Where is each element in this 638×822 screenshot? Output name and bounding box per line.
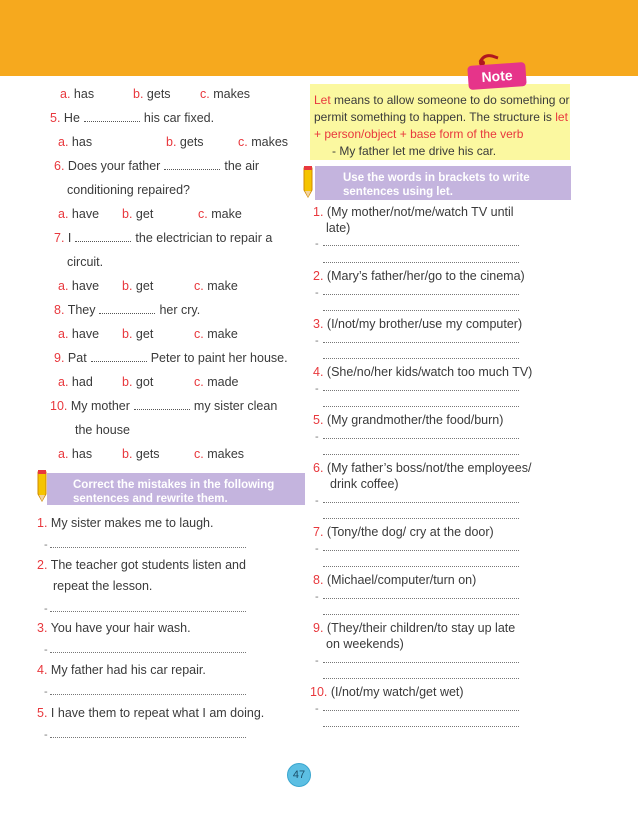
dash: - bbox=[315, 335, 319, 347]
answer-line[interactable] bbox=[323, 678, 519, 679]
answer-line[interactable] bbox=[323, 310, 519, 311]
dash: - bbox=[44, 644, 48, 656]
dash: - bbox=[315, 383, 319, 395]
dash: - bbox=[315, 238, 319, 250]
s5-item-9-cont: on weekends) bbox=[326, 637, 404, 651]
question-10-cont: the house bbox=[75, 423, 130, 437]
dash: - bbox=[44, 686, 48, 698]
question-8: 8. They her cry. bbox=[54, 303, 201, 317]
top-banner bbox=[0, 0, 638, 76]
question-9: 9. Pat Peter to paint her house. bbox=[54, 351, 288, 365]
question-6-cont: conditioning repaired? bbox=[67, 183, 191, 197]
answer-option: a. has bbox=[58, 447, 93, 461]
question-6: 6. Does your father the air bbox=[54, 159, 260, 173]
blank[interactable] bbox=[99, 304, 155, 314]
answer-line[interactable] bbox=[50, 611, 246, 612]
note-tag: Note bbox=[467, 62, 527, 90]
answer-option: c. makes bbox=[200, 87, 251, 101]
dash: - bbox=[44, 539, 48, 551]
question-10: 10. My mother my sister clean bbox=[50, 399, 278, 413]
answer-option: a. had bbox=[58, 375, 93, 389]
answer-option: c. made bbox=[194, 375, 239, 389]
s5-item-1-cont: late) bbox=[326, 221, 351, 235]
answer-line[interactable] bbox=[50, 737, 246, 738]
answer-line[interactable] bbox=[50, 694, 246, 695]
answer-line[interactable] bbox=[50, 652, 246, 653]
dash: - bbox=[315, 495, 319, 507]
s5-item-3: 3. (I/not/my brother/use my computer) bbox=[313, 317, 523, 331]
answer-option: b. gets bbox=[133, 87, 171, 101]
s5-item-5: 5. (My grandmother/the food/burn) bbox=[313, 413, 504, 427]
dash: - bbox=[315, 287, 319, 299]
s4-item-3: 3. You have your hair wash. bbox=[37, 621, 191, 635]
answer-line[interactable] bbox=[323, 342, 519, 343]
answer-line[interactable] bbox=[323, 438, 519, 439]
answer-option: c. make bbox=[198, 207, 242, 221]
s5-item-6-cont: drink coffee) bbox=[330, 477, 399, 491]
answer-option: a. has bbox=[58, 135, 93, 149]
s5-item-6: 6. (My father’s boss/not/the employees/ bbox=[313, 461, 532, 475]
s5-item-7: 7. (Tony/the dog/ cry at the door) bbox=[313, 525, 494, 539]
s5-item-10: 10. (I/not/my watch/get wet) bbox=[310, 685, 464, 699]
note-text: Let means to allow someone to do something or permit something to happen. The structure is let + person/object + base form of the verb - My father let me drive his car. bbox=[314, 93, 570, 158]
answer-option: b. get bbox=[122, 279, 154, 293]
dash: - bbox=[315, 431, 319, 443]
s5-item-4: 4. (She/no/her kids/watch too much TV) bbox=[313, 365, 533, 379]
dash: - bbox=[315, 543, 319, 555]
question-7-cont: circuit. bbox=[67, 255, 104, 269]
page-number: 47 bbox=[287, 763, 311, 787]
s5-item-1: 1. (My mother/not/me/watch TV until bbox=[313, 205, 514, 219]
blank[interactable] bbox=[84, 112, 140, 122]
blank[interactable] bbox=[134, 400, 190, 410]
blank[interactable] bbox=[75, 232, 131, 242]
section-4-header bbox=[47, 473, 305, 505]
section-4-title-line1: Correct the mistakes in the following bbox=[73, 479, 275, 491]
section-5-header bbox=[315, 166, 571, 200]
answer-option: c. make bbox=[194, 279, 238, 293]
answer-line[interactable] bbox=[323, 390, 519, 391]
s4-item-2-cont: repeat the lesson. bbox=[53, 579, 153, 593]
section-4-title-line2: sentences and rewrite them. bbox=[73, 493, 228, 505]
answer-option: a. have bbox=[58, 207, 100, 221]
answer-option: b. gets bbox=[122, 447, 160, 461]
s4-item-2: 2. The teacher got students listen and bbox=[37, 558, 246, 572]
s5-item-9: 9. (They/their children/to stay up late bbox=[313, 621, 516, 635]
question-7: 7. I the electrician to repair a bbox=[54, 231, 273, 245]
answer-line[interactable] bbox=[323, 262, 519, 263]
answer-line[interactable] bbox=[323, 566, 519, 567]
dash: - bbox=[315, 703, 319, 715]
answer-option: a. have bbox=[58, 279, 100, 293]
answer-option: b. got bbox=[122, 375, 154, 389]
section-5-title-line1: Use the words in brackets to write bbox=[343, 172, 530, 184]
answer-option: c. makes bbox=[194, 447, 245, 461]
s5-item-2: 2. (Mary’s father/her/go to the cinema) bbox=[313, 269, 525, 283]
answer-line[interactable] bbox=[323, 358, 519, 359]
s5-item-8: 8. (Michael/computer/turn on) bbox=[313, 573, 477, 587]
dash: - bbox=[315, 655, 319, 667]
answer-option: b. get bbox=[122, 207, 154, 221]
answer-row: a. has bbox=[60, 87, 95, 101]
answer-line[interactable] bbox=[323, 518, 519, 519]
answer-option: c. make bbox=[194, 327, 238, 341]
answer-line[interactable] bbox=[323, 662, 519, 663]
answer-line[interactable] bbox=[323, 454, 519, 455]
answer-option: b. get bbox=[122, 327, 154, 341]
answer-line[interactable] bbox=[323, 406, 519, 407]
section-5-title-line2: sentences using let. bbox=[343, 186, 453, 198]
answer-line[interactable] bbox=[323, 502, 519, 503]
blank[interactable] bbox=[164, 160, 220, 170]
question-5: 5. He his car fixed. bbox=[50, 111, 215, 125]
answer-line[interactable] bbox=[323, 598, 519, 599]
dash: - bbox=[44, 729, 48, 741]
blank[interactable] bbox=[91, 352, 147, 362]
dash: - bbox=[315, 591, 319, 603]
answer-line[interactable] bbox=[323, 294, 519, 295]
answer-line[interactable] bbox=[323, 550, 519, 551]
dash: - bbox=[44, 603, 48, 615]
answer-option: c. makes bbox=[238, 135, 289, 149]
answer-option: b. gets bbox=[166, 135, 204, 149]
s4-item-5: 5. I have them to repeat what I am doing. bbox=[37, 706, 265, 720]
answer-line[interactable] bbox=[50, 547, 246, 548]
s4-item-1: 1. My sister makes me to laugh. bbox=[37, 516, 214, 530]
s4-item-4: 4. My father had his car repair. bbox=[37, 663, 206, 677]
answer-line[interactable] bbox=[323, 614, 519, 615]
answer-line[interactable] bbox=[323, 710, 519, 711]
answer-option: a. have bbox=[58, 327, 100, 341]
answer-line[interactable] bbox=[323, 726, 519, 727]
answer-line[interactable] bbox=[323, 245, 519, 246]
